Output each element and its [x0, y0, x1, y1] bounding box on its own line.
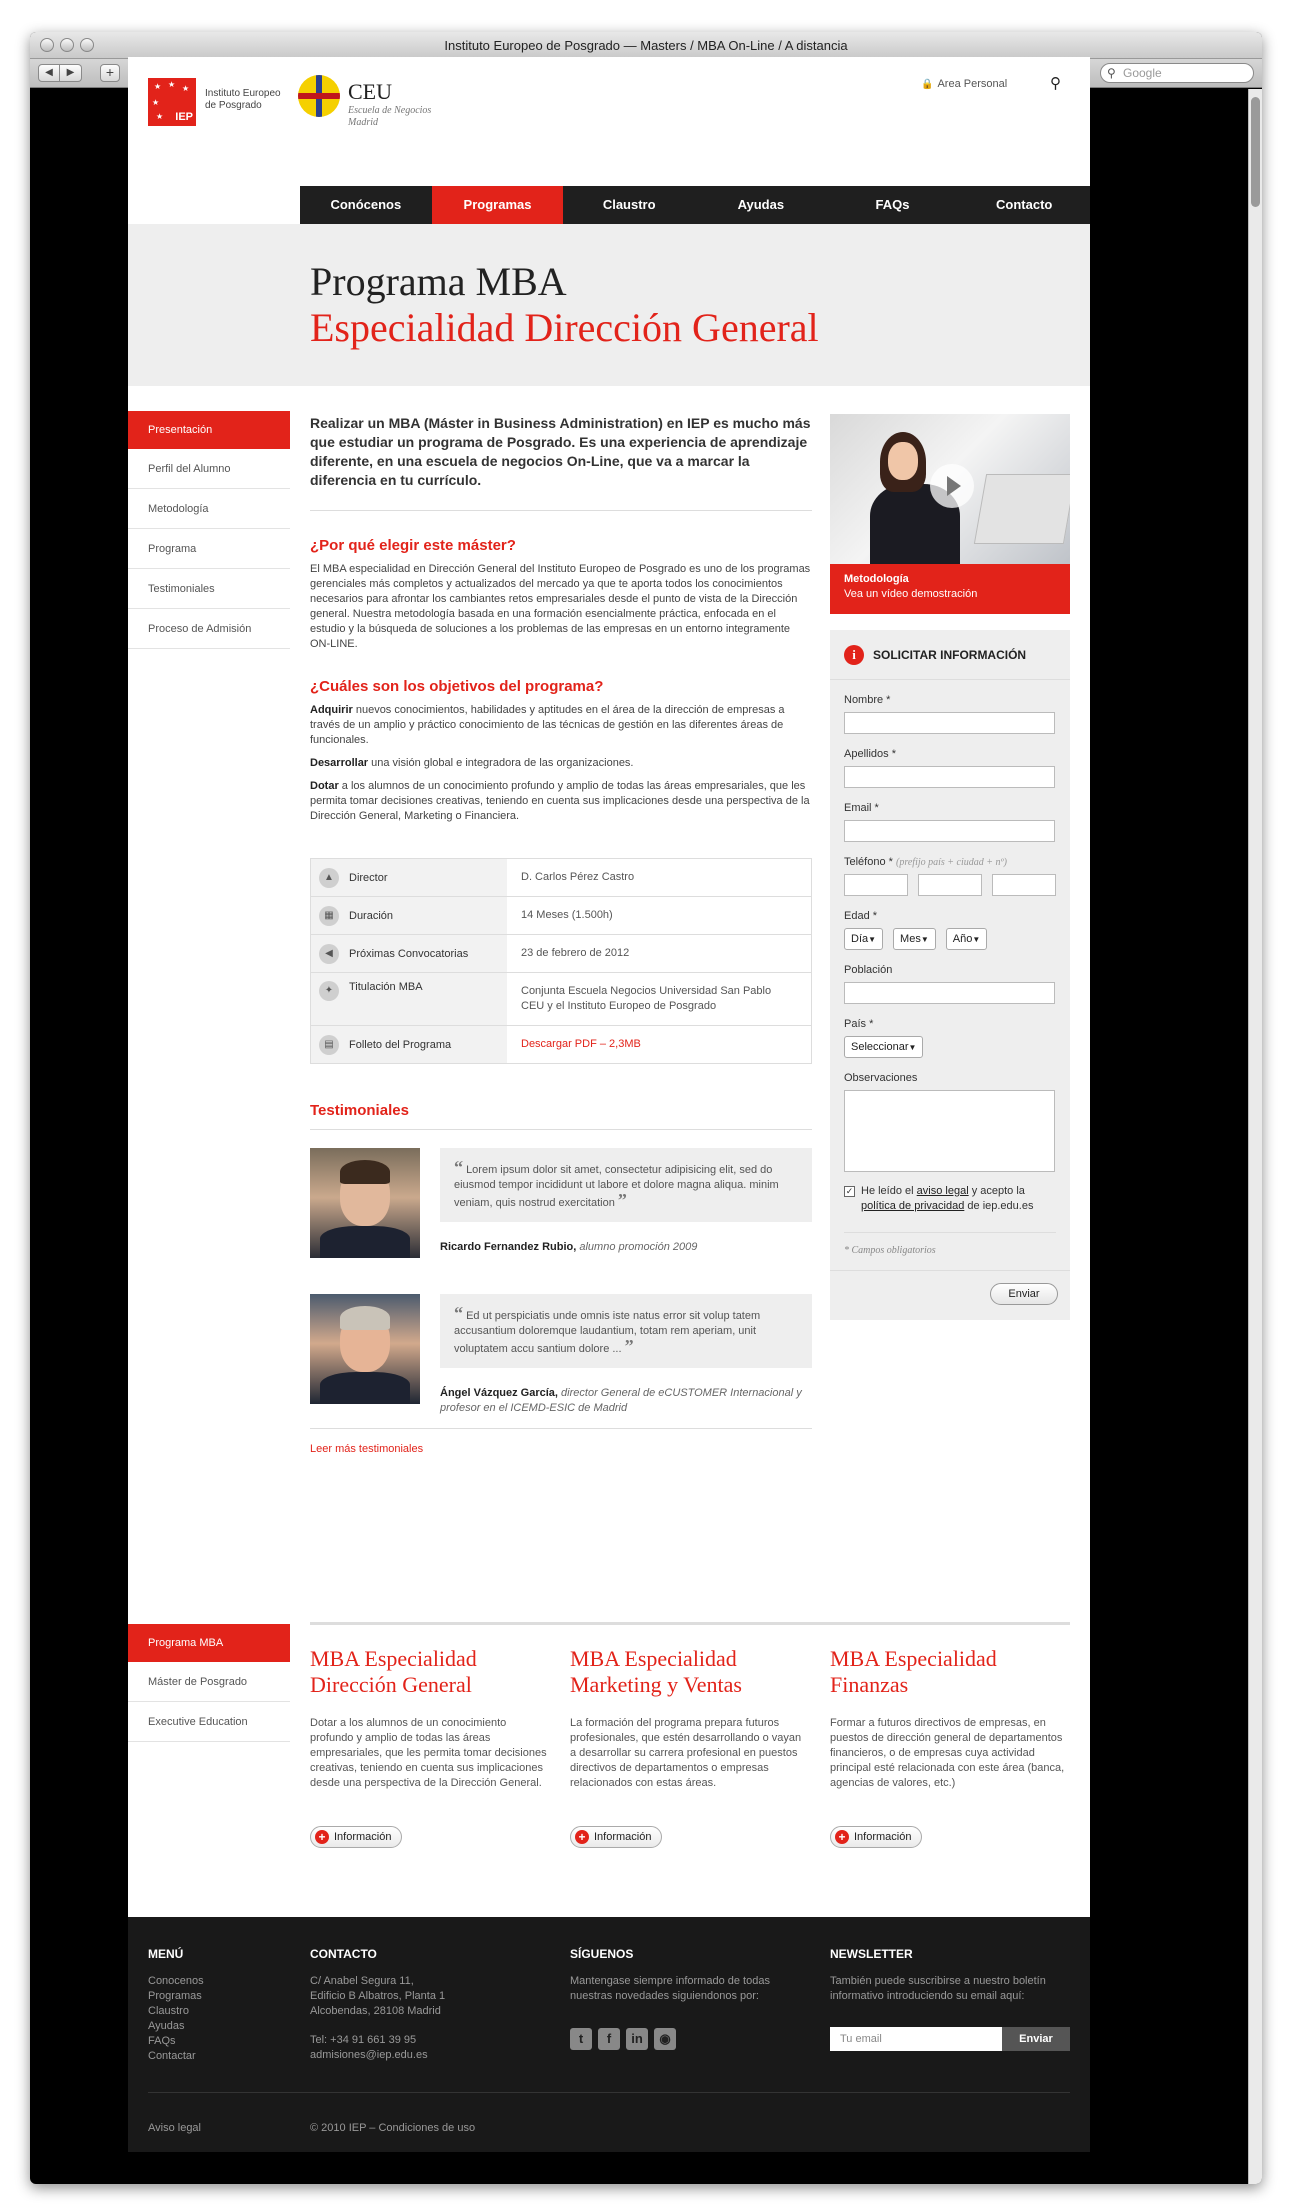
info-row-titulacion: ✦ Titulación MBA Conjunta Escuela Negocios Universidad San Pablo CEU y el Instituto Europeo de Posgrado — [311, 973, 811, 1026]
poblacion-label: Población — [844, 964, 893, 976]
footer-link[interactable]: Claustro — [148, 2005, 189, 2017]
objective-item: Dotar a los alumnos de un conocimiento profundo y amplio de todas las áreas empresariales, que les permita tomar decisiones creativas, teniendo en cuenta sus implicaciones desde una perspectiva de la Dirección General, Marketing o Financiera. — [310, 780, 810, 822]
read-more-testimonials-link[interactable]: Leer más testimoniales — [310, 1428, 812, 1455]
page-subtitle: Especialidad Dirección General — [310, 305, 819, 350]
privacy-checkbox[interactable]: ✓ — [845, 1186, 854, 1196]
telefono-label: Teléfono * (prefijo país + ciudad + nº) — [844, 856, 1007, 868]
program-description: Dotar a los alumnos de un conocimiento profundo y amplio de todas las áreas empresariales, que les permita tomar decisiones creativas, teniendo en cuenta sus implicaciones desde una perspectiva de la Dirección General. — [310, 1717, 547, 1789]
megaphone-icon: ◀ — [319, 944, 339, 964]
footer-link[interactable]: FAQs — [148, 2035, 176, 2047]
nav-faqs[interactable]: FAQs — [875, 197, 910, 212]
testimonial-quote: “ Ed ut perspiciatis unde omnis iste natus error sit volup tatem accusantium doloremque laudantium, totam rem aperiam, unit voluptatem accu santium dolore ... ” — [440, 1294, 812, 1368]
program-title[interactable]: MBA Especialidad Finanzas — [830, 1646, 997, 1697]
observaciones-field[interactable] — [844, 1090, 1055, 1172]
iep-logo-text: Instituto Europeo de Posgrado — [205, 88, 281, 111]
info-row-folleto: ▤ Folleto del Programa Descargar PDF – 2,3MB — [311, 1026, 811, 1063]
lock-icon: 🔒 — [921, 79, 934, 90]
main-navigation — [300, 186, 1090, 224]
email-label: Email * — [844, 802, 879, 814]
legal-link[interactable]: Aviso legal — [148, 2122, 201, 2134]
scrollbar-thumb[interactable] — [1251, 97, 1260, 207]
certificate-icon: ✦ — [319, 981, 339, 1001]
info-button[interactable]: + Información — [830, 1826, 922, 1848]
footer-link[interactable]: Contactar — [148, 2050, 196, 2062]
page-scrollbar[interactable] — [1248, 89, 1262, 2184]
program-description: La formación del programa prepara futuros profesionales, que estén desarrollando o vayan a desarrollar su carrera profesional en puestos directivos de departamentos o empresas relacionados con estas áreas. — [570, 1717, 802, 1789]
footer-phone: Tel: +34 91 661 39 95 — [310, 2034, 417, 2046]
history-buttons — [38, 64, 82, 82]
social-links — [570, 2028, 810, 2050]
footer-newsletter: NEWSLETTER También puede suscribirse a nuestro boletín informativo introduciendo su email aquí: — [830, 1947, 1070, 2004]
site-footer — [128, 1917, 1090, 2152]
nombre-label: Nombre * — [844, 694, 891, 706]
request-info-form — [830, 630, 1070, 1320]
footer-email[interactable]: admisiones@iep.edu.es — [310, 2049, 428, 2061]
subnav-metodologia[interactable]: Metodología — [128, 489, 290, 529]
subnav-executive-education[interactable]: Executive Education — [128, 1702, 290, 1742]
edad-selects — [844, 928, 1056, 950]
subnav-master-posgrado[interactable]: Máster de Posgrado — [128, 1662, 290, 1702]
program-card-finanzas — [830, 1646, 1070, 1848]
testimonial-item — [310, 1148, 812, 1276]
program-card-marketing — [570, 1646, 810, 1848]
subnav-programa[interactable]: Programa — [128, 529, 290, 569]
web-page — [128, 57, 1090, 2152]
edad-label: Edad * — [844, 910, 878, 922]
info-button[interactable]: + Información — [310, 1826, 402, 1848]
title-bar — [30, 32, 1262, 59]
plus-icon: + — [575, 1830, 589, 1844]
footer-menu-title: MENÚ — [148, 1947, 184, 1961]
back-button[interactable]: ◀ — [38, 64, 60, 82]
footer-follow-title: SÍGUENOS — [570, 1947, 634, 1961]
nav-claustro[interactable]: Claustro — [602, 197, 656, 212]
video-promo[interactable] — [830, 414, 1070, 614]
apellidos-label: Apellidos * — [844, 748, 896, 760]
facebook-icon[interactable]: f — [598, 2028, 620, 2050]
plus-icon: + — [835, 1830, 849, 1844]
subnav-admision[interactable]: Proceso de Admisión — [128, 609, 290, 649]
star-icon: ★ — [168, 80, 176, 89]
iep-logo-short: IEP — [175, 111, 193, 123]
area-personal-label: Area Personal — [937, 78, 1008, 90]
chevron-down-icon: ▼ — [868, 934, 877, 944]
browser-search-placeholder: Google — [1123, 66, 1162, 80]
telefono-fields — [844, 874, 1056, 896]
form-title: SOLICITAR INFORMACIÓN — [873, 647, 1027, 662]
plus-icon: + — [315, 1830, 329, 1844]
testimonial-author: Ricardo Fernandez Rubio, alumno promoción 2009 — [440, 1241, 698, 1253]
nav-programas[interactable]: Programas — [432, 186, 564, 224]
subnav-perfil[interactable]: Perfil del Alumno — [128, 449, 290, 489]
why-text: El MBA especialidad en Dirección General del Instituto Europeo de Posgrado es uno de los programas gerenciales más completos y actualizados del mercado ya que te aporta todos los conocimientos necesarios para afrontar los cambiantes retos empresariales desde el punto de vista de la Dirección general. Nuestra metodología basada en una formación esencialmente práctica, enfocada en el estudio y la búsqueda de soluciones a los problemas de las empresas en un entorno integramente ON-LINE. — [310, 563, 811, 650]
nav-ayudas[interactable]: Ayudas — [737, 197, 785, 212]
telefono-city-field[interactable] — [918, 874, 982, 896]
star-icon: ★ — [152, 98, 160, 107]
browser-search-input[interactable] — [1100, 63, 1254, 83]
nav-contacto[interactable]: Contacto — [996, 197, 1053, 212]
footer-link[interactable]: Ayudas — [148, 2020, 185, 2032]
chevron-down-icon: ▼ — [920, 934, 929, 944]
add-bookmark-button[interactable]: + — [100, 64, 120, 82]
page-hero — [128, 224, 1090, 386]
program-card-direccion — [310, 1646, 550, 1848]
observaciones-label: Observaciones — [844, 1072, 918, 1084]
linkedin-icon[interactable]: in — [626, 2028, 648, 2050]
star-icon: ★ — [182, 84, 190, 93]
program-subnav — [128, 1624, 290, 1742]
chevron-down-icon: ▼ — [972, 934, 981, 944]
nombre-field[interactable] — [844, 712, 1055, 734]
footer-menu — [148, 1947, 288, 2064]
section-subnav — [128, 411, 290, 649]
main-content — [310, 414, 812, 1455]
program-info-table — [310, 858, 812, 1064]
download-pdf-link[interactable]: Descargar PDF – 2,3MB — [521, 1038, 641, 1050]
info-button[interactable]: + Información — [570, 1826, 662, 1848]
objective-item: Desarrollar una visión global e integradora de las organizaciones. — [310, 757, 634, 769]
program-title[interactable]: MBA Especialidad Marketing y Ventas — [570, 1646, 742, 1697]
footer-newsletter-title: NEWSLETTER — [830, 1947, 913, 1961]
email-field[interactable] — [844, 820, 1055, 842]
page-title: Programa MBA — [310, 259, 567, 304]
testimonial-item — [310, 1294, 812, 1422]
subnav-programa-mba[interactable]: Programa MBA — [128, 1624, 290, 1662]
mes-select[interactable]: Mes ▼ — [893, 928, 936, 950]
poblacion-field[interactable] — [844, 982, 1055, 1004]
video-thumbnail — [830, 414, 1070, 564]
site-header — [128, 57, 1090, 141]
forward-button[interactable]: ▶ — [60, 64, 82, 82]
programs-divider — [310, 1622, 1070, 1625]
footer-follow: SÍGUENOS Mantengase siempre informado de todas nuestras novedades siguiendonos por: t f in ◉ — [570, 1947, 810, 2050]
footer-contact: CONTACTO C/ Anabel Segura 11, Edificio B Albatros, Planta 1 Alcobendas, 28108 Madrid Tel: +34 91 661 39 95 admisiones@iep.edu.es — [310, 1947, 550, 2063]
star-icon: ★ — [154, 82, 162, 91]
form-header — [830, 630, 1070, 680]
calendar-icon: ▦ — [319, 906, 339, 926]
graduation-cap-icon: ▲ — [319, 868, 339, 888]
pais-row — [844, 1036, 1056, 1058]
pais-label: País * — [844, 1018, 874, 1030]
anio-select[interactable]: Año ▼ — [946, 928, 988, 950]
window-title: Instituto Europeo de Posgrado — Masters / MBA On-Line / A distancia — [444, 38, 848, 53]
privacy-checkbox-row: ✓ He leído el aviso legal y acepto la política de privacidad de iep.edu.es — [845, 1185, 1034, 1212]
footer-link[interactable]: Conocenos — [148, 1975, 204, 1987]
document-icon: ▤ — [319, 1035, 339, 1055]
info-row-duracion: ▦ Duración 14 Meses (1.500h) — [311, 897, 811, 935]
footer-link[interactable]: Programas — [148, 1990, 202, 2002]
info-row-convocatorias: ◀ Próximas Convocatorias 23 de febrero de 2012 — [311, 935, 811, 973]
privacy-policy-link[interactable]: política de privacidad — [861, 1200, 965, 1212]
subnav-presentacion[interactable]: Presentación — [128, 411, 290, 449]
program-description: Formar a futuros directivos de empresas, en puestos de dirección general de departamentos financieros, o de empresas cuya actividad principal esté relacionada con este área (banca, agencias de valores, etc.) — [830, 1717, 1065, 1789]
video-caption: Metodología Vea un vídeo demostración — [844, 573, 978, 600]
search-icon[interactable]: ⚲ — [1050, 75, 1061, 92]
testimonial-author: Ángel Vázquez García, director General de eCUSTOMER Internacional y profesor en el ICEMD-ESIC de Madrid — [440, 1387, 802, 1414]
why-title: ¿Por qué elegir este máster? — [310, 537, 516, 554]
dia-select[interactable]: Día ▼ — [844, 928, 883, 950]
ceu-name: CEU — [348, 79, 392, 104]
chevron-down-icon: ▼ — [908, 1042, 917, 1052]
testimonial-photo — [310, 1148, 420, 1258]
rss-icon[interactable]: ◉ — [654, 2028, 676, 2050]
footer-contact-title: CONTACTO — [310, 1947, 377, 1961]
newsletter-send-button[interactable]: Enviar — [1002, 2027, 1070, 2051]
twitter-icon[interactable]: t — [570, 2028, 592, 2050]
telefono-country-field[interactable] — [844, 874, 908, 896]
form-send-button[interactable]: Enviar — [990, 1283, 1058, 1305]
telefono-number-field[interactable] — [992, 874, 1056, 896]
ceu-subtitle: Escuela de Negocios Madrid — [348, 105, 432, 128]
ceu-logo[interactable] — [298, 75, 340, 117]
nav-conocenos[interactable]: Conócenos — [330, 197, 402, 212]
info-row-director: ▲ Director D. Carlos Pérez Castro — [311, 859, 811, 897]
required-note: * Campos obligatorios — [844, 1232, 1056, 1256]
newsletter-email-input[interactable]: Tu email — [830, 2027, 1002, 2051]
aviso-legal-link[interactable]: aviso legal — [916, 1185, 969, 1197]
testimonials-title: Testimoniales — [310, 1102, 812, 1130]
pais-select[interactable]: Seleccionar ▼ — [844, 1036, 923, 1058]
star-icon: ★ — [156, 112, 164, 121]
objective-item: Adquirir nuevos conocimientos, habilidades y aptitudes en el área de la dirección de empresas a través de un amplio y práctico conocimiento de las técnicas de gestión en las diferentes áreas de funcionales. — [310, 704, 785, 746]
objectives-title: ¿Cuáles son los objetivos del programa? — [310, 678, 604, 695]
search-icon: ⚲ — [1107, 66, 1116, 80]
program-title[interactable]: MBA Especialidad Dirección General — [310, 1646, 477, 1697]
info-icon: i — [844, 645, 864, 665]
area-personal-link[interactable] — [921, 78, 1007, 90]
play-icon[interactable] — [930, 464, 974, 508]
testimonial-photo — [310, 1294, 420, 1404]
intro-text: Realizar un MBA (Máster in Business Administration) en IEP es mucho más que estudiar un programa de Posgrado. Es una experiencia de aprendizaje diferente, en una escuela de negocios On-Line, que va a marcar la diferencia en tu currículo. — [310, 414, 812, 511]
iep-logo[interactable] — [148, 78, 196, 126]
copyright: © 2010 IEP – Condiciones de uso — [310, 2122, 476, 2134]
testimonial-quote: “ Lorem ipsum dolor sit amet, consectetur adipisicing elit, sed do eiusmod tempor incididunt ut labore et dolore magna aliqua. minim veniam, quis nostrud exercitation ” — [440, 1148, 812, 1222]
subnav-testimoniales[interactable]: Testimoniales — [128, 569, 290, 609]
apellidos-field[interactable] — [844, 766, 1055, 788]
